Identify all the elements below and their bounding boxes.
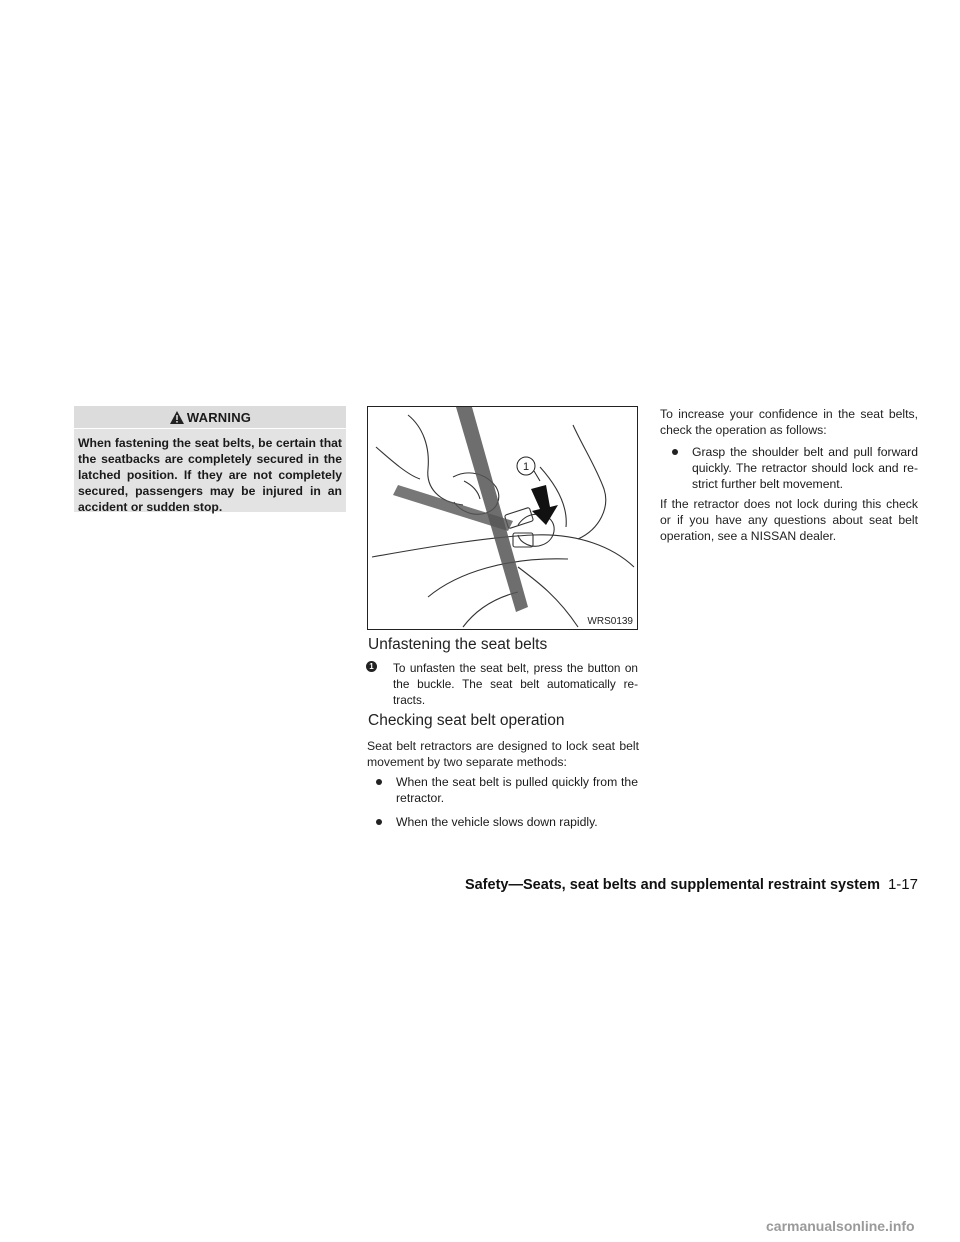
warning-header xyxy=(74,406,346,429)
numbered-item-1 xyxy=(366,660,638,708)
warning-box xyxy=(74,406,346,512)
seat-belt-illustration xyxy=(367,406,638,630)
page-footer xyxy=(398,876,918,893)
warning-triangle-icon xyxy=(169,410,185,425)
figure-callout: 1 xyxy=(522,461,530,473)
page-number: 1-17 xyxy=(887,876,918,893)
bullet-dot xyxy=(672,449,678,455)
list-item: When the vehicle slows down rapidly. xyxy=(376,814,638,830)
checking-heading: Checking seat belt operation xyxy=(368,712,565,729)
right-closing: If the retractor does not lock during this check or if you have any questions about seat belt operation, see a NISSAN dealer. xyxy=(660,497,918,543)
item-number-badge: 1 xyxy=(366,661,377,672)
figure-code: WRS0139 xyxy=(587,616,633,627)
checking-intro: Seat belt retractors are designed to lock seat belt movement by two separate methods: xyxy=(367,739,639,769)
unfastening-heading: Unfastening the seat belts xyxy=(368,636,548,653)
list-item: Grasp the shoulder belt and pull forward quickly. The retractor should lock and restrict further belt movement. xyxy=(672,444,918,492)
item-text: To unfasten the seat belt, press the button on the buckle. The seat belt automatically retracts. xyxy=(393,661,638,707)
footer-section-title: Safety—Seats, seat belts and supplemental restraint system xyxy=(464,877,880,893)
bullet-dot xyxy=(376,819,382,825)
bullet-dot xyxy=(376,779,382,785)
buckle-release-drawing xyxy=(368,407,637,629)
right-intro: To increase your confidence in the seat belts, check the operation as follows: xyxy=(660,407,918,437)
list-item: When the seat belt is pulled quickly from the retractor. xyxy=(376,774,638,806)
warning-text: When fastening the seat belts, be certain that the seatbacks are completely secured in the latched position. If they are not completely secured, passengers may be injured in an accident or sudden stop. xyxy=(78,436,342,514)
warning-title: WARNING xyxy=(186,409,252,425)
watermark: carmanualsonline.info xyxy=(766,1218,915,1234)
